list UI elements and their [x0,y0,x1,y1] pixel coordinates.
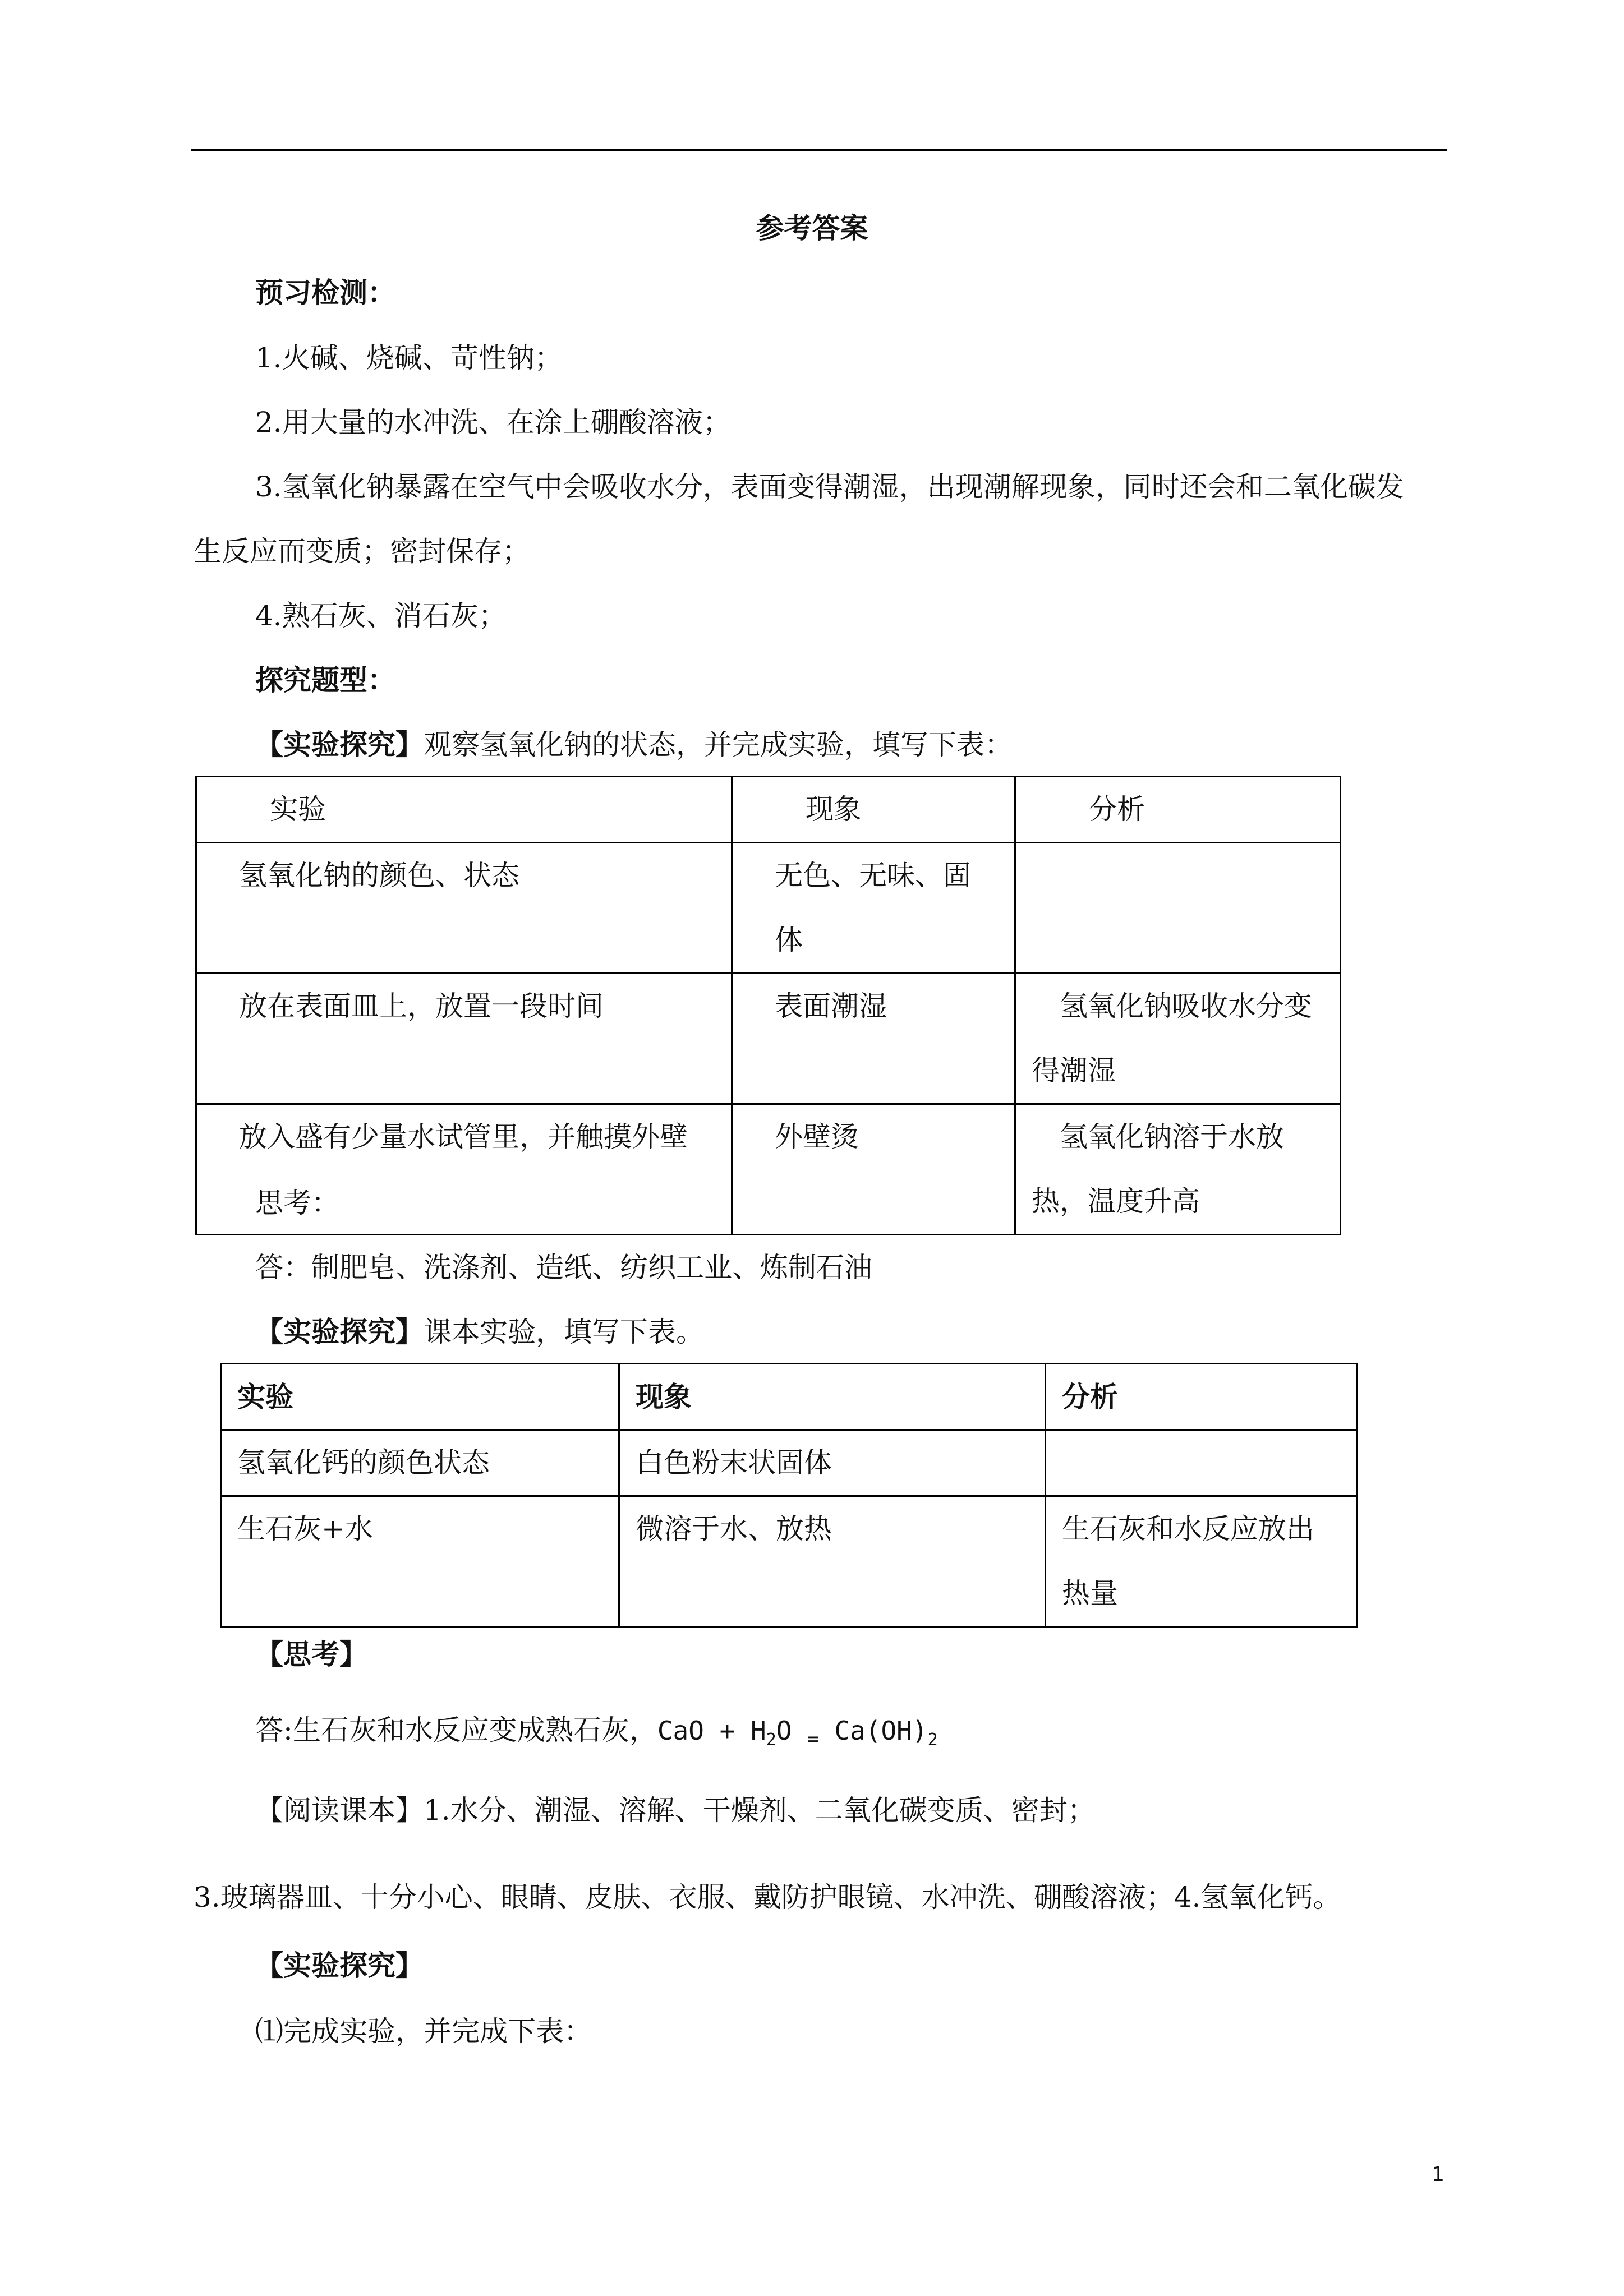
read-label: 【阅读课本】 [255,1794,424,1827]
table-cell [1015,843,1341,974]
exp2-label: 【实验探究】 [255,1315,424,1348]
header-rule [191,149,1447,151]
table-row [196,974,1341,1104]
table-row [221,1430,1357,1496]
preview-heading: 预习检测： [255,276,395,309]
table-cell: 白色粉末状固体 [619,1430,1046,1496]
think-2: 【思考】 [255,1638,367,1671]
table-cell: 氢氧化钠的颜色、状态 [196,843,732,974]
table-row [196,843,1341,974]
eq-oxygen: O [776,1716,792,1746]
header-cell: 分析 [1046,1364,1357,1430]
eq-equals: = [807,1728,819,1750]
table-cell: 微溶于水、放热 [619,1496,1046,1627]
eq-reactants: CaO + H [657,1716,766,1746]
read-textbook [255,1794,1096,1827]
header-cell: 实验 [196,777,732,843]
preview-item-3: 3.氢氧化钠暴露在空气中会吸收水分，表面变得潮湿，出现潮解现象，同时还会和二氧化碳发 [255,471,1404,503]
table-cell: 氢氧化钠吸收水分变得潮湿 [1015,974,1341,1104]
table-header-row [196,777,1341,843]
table-cell: 无色、无味、固体 [732,843,1015,974]
answer-2 [255,1716,938,1749]
answer-line-3: 3.玻璃器皿、十分小心、眼睛、皮肤、衣服、戴防护眼镜、水冲洗、硼酸溶液；4.氢氧化钙。 [194,1881,1341,1914]
exp1-label: 【实验探究】 [255,728,424,761]
exp2-text: 课本实验，填写下表。 [424,1316,704,1348]
table-cell [1046,1430,1357,1496]
table-cell: 放入盛有少量水试管里，并触摸外壁 [196,1104,732,1235]
exp1-text: 观察氢氧化钠的状态，并完成实验，填写下表： [424,729,1013,761]
exp3-text: ⑴完成实验，并完成下表： [255,2015,592,2048]
explore-heading: 探究题型： [255,663,395,697]
header-cell: 现象 [619,1364,1046,1430]
table-sodium-hydroxide [195,776,1341,1235]
header-cell: 实验 [221,1364,619,1430]
eq-subscript: 2 [927,1730,938,1750]
table-cell: 外壁烫 [732,1104,1015,1235]
table-cell: 氢氧化钙的颜色状态 [221,1430,619,1496]
exp1-intro [255,728,1013,761]
eq-product: Ca(OH) [834,1716,928,1746]
table-row [196,1104,1341,1235]
answer-1: 答：制肥皂、洗涤剂、造纸、纺织工业、炼制石油 [255,1251,872,1284]
exp3-label: 【实验探究】 [255,1949,424,1982]
table-cell: 生石灰和水反应放出热量 [1046,1496,1357,1627]
table-cell: 放在表面皿上，放置一段时间 [196,974,732,1104]
page-title: 参考答案 [756,211,868,245]
answer-2-text: 答:生石灰和水反应变成熟石灰， [255,1714,657,1746]
table-row [221,1496,1357,1627]
preview-item-4: 4.熟石灰、消石灰； [255,600,507,632]
table-calcium-hydroxide [220,1363,1358,1628]
preview-item-3-cont: 生反应而变质；密封保存； [194,535,530,568]
table-cell: 氢氧化钠溶于水放热，温度升高 [1015,1104,1341,1235]
eq-subscript: 2 [766,1730,776,1750]
table-header-row [221,1364,1357,1430]
table-cell: 表面潮湿 [732,974,1015,1104]
header-cell: 现象 [732,777,1015,843]
think-1: 思考： [255,1187,339,1219]
preview-item-1: 1.火碱、烧碱、苛性钠； [255,342,563,374]
exp2-intro [255,1315,704,1348]
header-cell: 分析 [1015,777,1341,843]
chemical-equation [657,1716,938,1750]
read-text: 1.水分、潮湿、溶解、干燥剂、二氧化碳变质、密封； [424,1794,1096,1827]
preview-item-2: 2.用大量的水冲洗、在涂上硼酸溶液； [255,406,731,439]
page-number: 1 [1432,2163,1444,2186]
table-cell: 生石灰+水 [221,1496,619,1627]
